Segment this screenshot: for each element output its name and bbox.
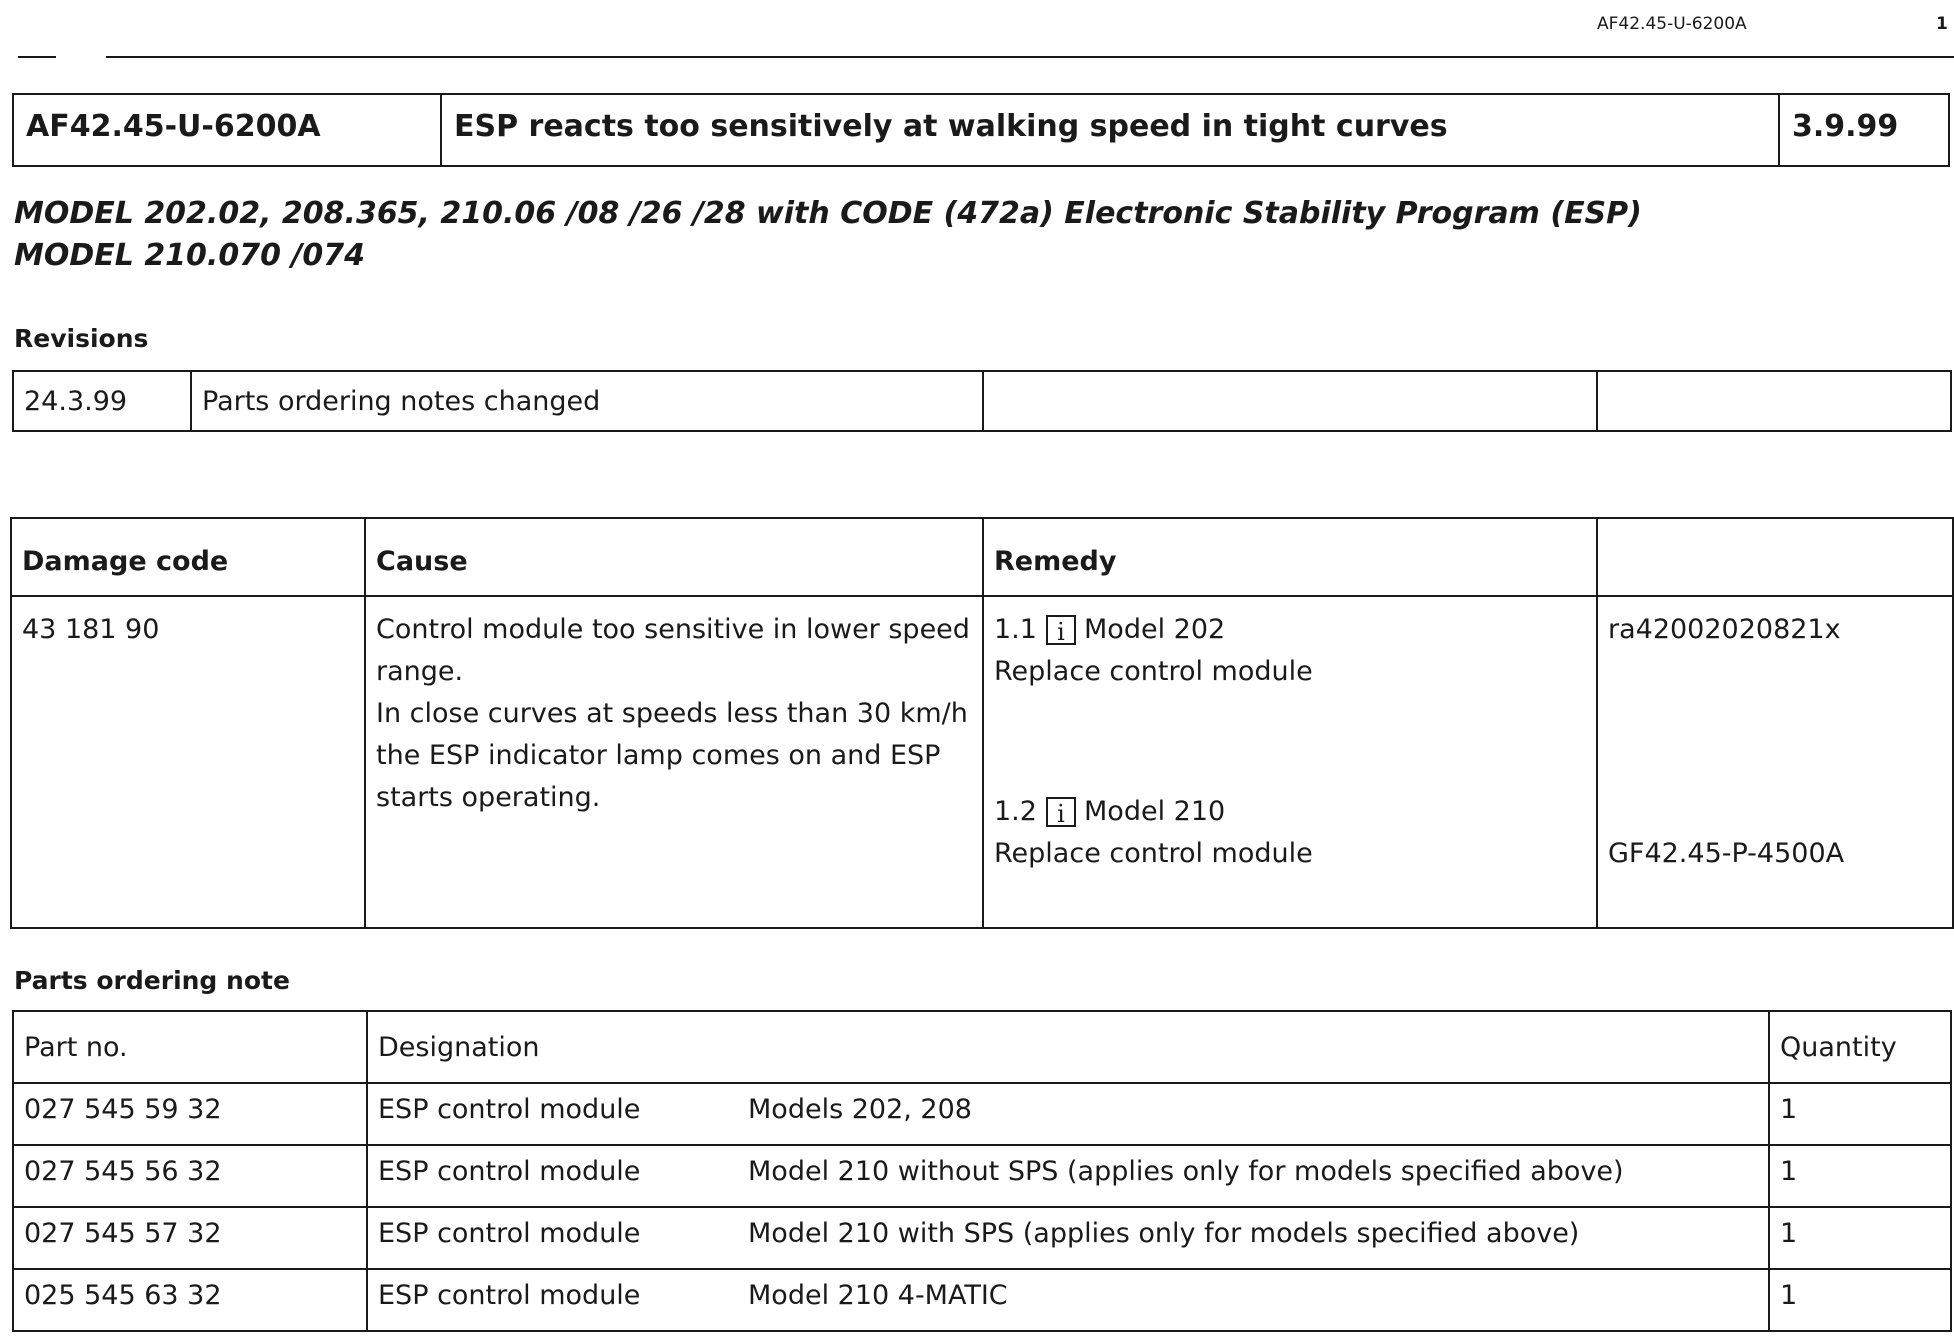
remedy-number: 1.2 <box>994 796 1037 827</box>
part-number: 027 545 56 32 <box>13 1145 367 1207</box>
reference-1[interactable]: ra42002020821x <box>1608 614 1841 645</box>
remedy-model: Model 210 <box>1084 796 1226 827</box>
page-number: 1 <box>1936 14 1948 34</box>
table-row <box>13 1145 1951 1207</box>
damage-code: 43 181 90 <box>11 596 365 928</box>
quantity: 1 <box>1769 1145 1951 1207</box>
header-rule-short <box>18 56 56 58</box>
reference-cell <box>1597 596 1953 928</box>
designation <box>367 1145 1769 1207</box>
remedy-2 <box>994 791 1586 875</box>
damage-table-header <box>11 518 1953 596</box>
table-row <box>13 1083 1951 1145</box>
revision-col4 <box>1597 371 1951 431</box>
header-cause: Cause <box>365 518 983 596</box>
doc-title: ESP reacts too sensitively at walking speed in tight curves <box>441 94 1779 166</box>
revision-date: 24.3.99 <box>13 371 191 431</box>
designation <box>367 1083 1769 1145</box>
designation <box>367 1269 1769 1331</box>
header-part-no: Part no. <box>13 1011 367 1083</box>
quantity: 1 <box>1769 1207 1951 1269</box>
quantity: 1 <box>1769 1269 1951 1331</box>
designation-applies: Model 210 4-MATIC <box>748 1280 1008 1311</box>
remedy-action: Replace control module <box>994 838 1313 869</box>
doc-date: 3.9.99 <box>1779 94 1949 166</box>
parts-heading: Parts ordering note <box>14 966 290 995</box>
model-line-2: MODEL 210.070 /074 <box>14 238 365 273</box>
title-bar <box>12 93 1950 167</box>
revisions-heading: Revisions <box>14 324 149 353</box>
remedy-number: 1.1 <box>994 614 1037 645</box>
header-reference <box>1597 518 1953 596</box>
cause-text: Control module too sensitive in lower speed range. In close curves at speeds less than 30 km/h the ESP indicator lamp comes on and ESP starts operating. <box>365 596 983 928</box>
header-doc-ref: AF42.45-U-6200A <box>1597 14 1747 34</box>
revisions-table <box>12 370 1952 432</box>
info-icon[interactable]: i <box>1046 615 1076 645</box>
part-number: 027 545 57 32 <box>13 1207 367 1269</box>
remedy-action: Replace control module <box>994 656 1313 687</box>
part-number: 025 545 63 32 <box>13 1269 367 1331</box>
designation <box>367 1207 1769 1269</box>
damage-row <box>11 596 1953 928</box>
header-quantity: Quantity <box>1769 1011 1951 1083</box>
header-rule <box>106 56 1954 58</box>
quantity: 1 <box>1769 1083 1951 1145</box>
table-row <box>13 1269 1951 1331</box>
revision-text: Parts ordering notes changed <box>191 371 983 431</box>
header-designation: Designation <box>367 1011 1769 1083</box>
designation-applies: Model 210 without SPS (applies only for models specified above) <box>748 1156 1624 1187</box>
info-icon[interactable]: i <box>1046 797 1076 827</box>
revision-row <box>13 371 1951 431</box>
remedy-1 <box>994 609 1586 693</box>
parts-table <box>12 1010 1952 1332</box>
revision-col3 <box>983 371 1597 431</box>
designation-name: ESP control module <box>378 1218 641 1249</box>
designation-name: ESP control module <box>378 1280 641 1311</box>
header-remedy: Remedy <box>983 518 1597 596</box>
designation-name: ESP control module <box>378 1094 641 1125</box>
designation-name: ESP control module <box>378 1156 641 1187</box>
remedy-model: Model 202 <box>1084 614 1226 645</box>
doc-id: AF42.45-U-6200A <box>13 94 441 166</box>
model-line-1: MODEL 202.02, 208.365, 210.06 /08 /26 /28 with CODE (472a) Electronic Stability Program (ESP) <box>14 196 1642 231</box>
remedy-cell <box>983 596 1597 928</box>
header-damage-code: Damage code <box>11 518 365 596</box>
table-row <box>13 1207 1951 1269</box>
designation-applies: Models 202, 208 <box>748 1094 972 1125</box>
reference-2[interactable]: GF42.45-P-4500A <box>1608 838 1845 869</box>
damage-table <box>10 517 1954 929</box>
designation-applies: Model 210 with SPS (applies only for models specified above) <box>748 1218 1580 1249</box>
parts-table-header <box>13 1011 1951 1083</box>
part-number: 027 545 59 32 <box>13 1083 367 1145</box>
